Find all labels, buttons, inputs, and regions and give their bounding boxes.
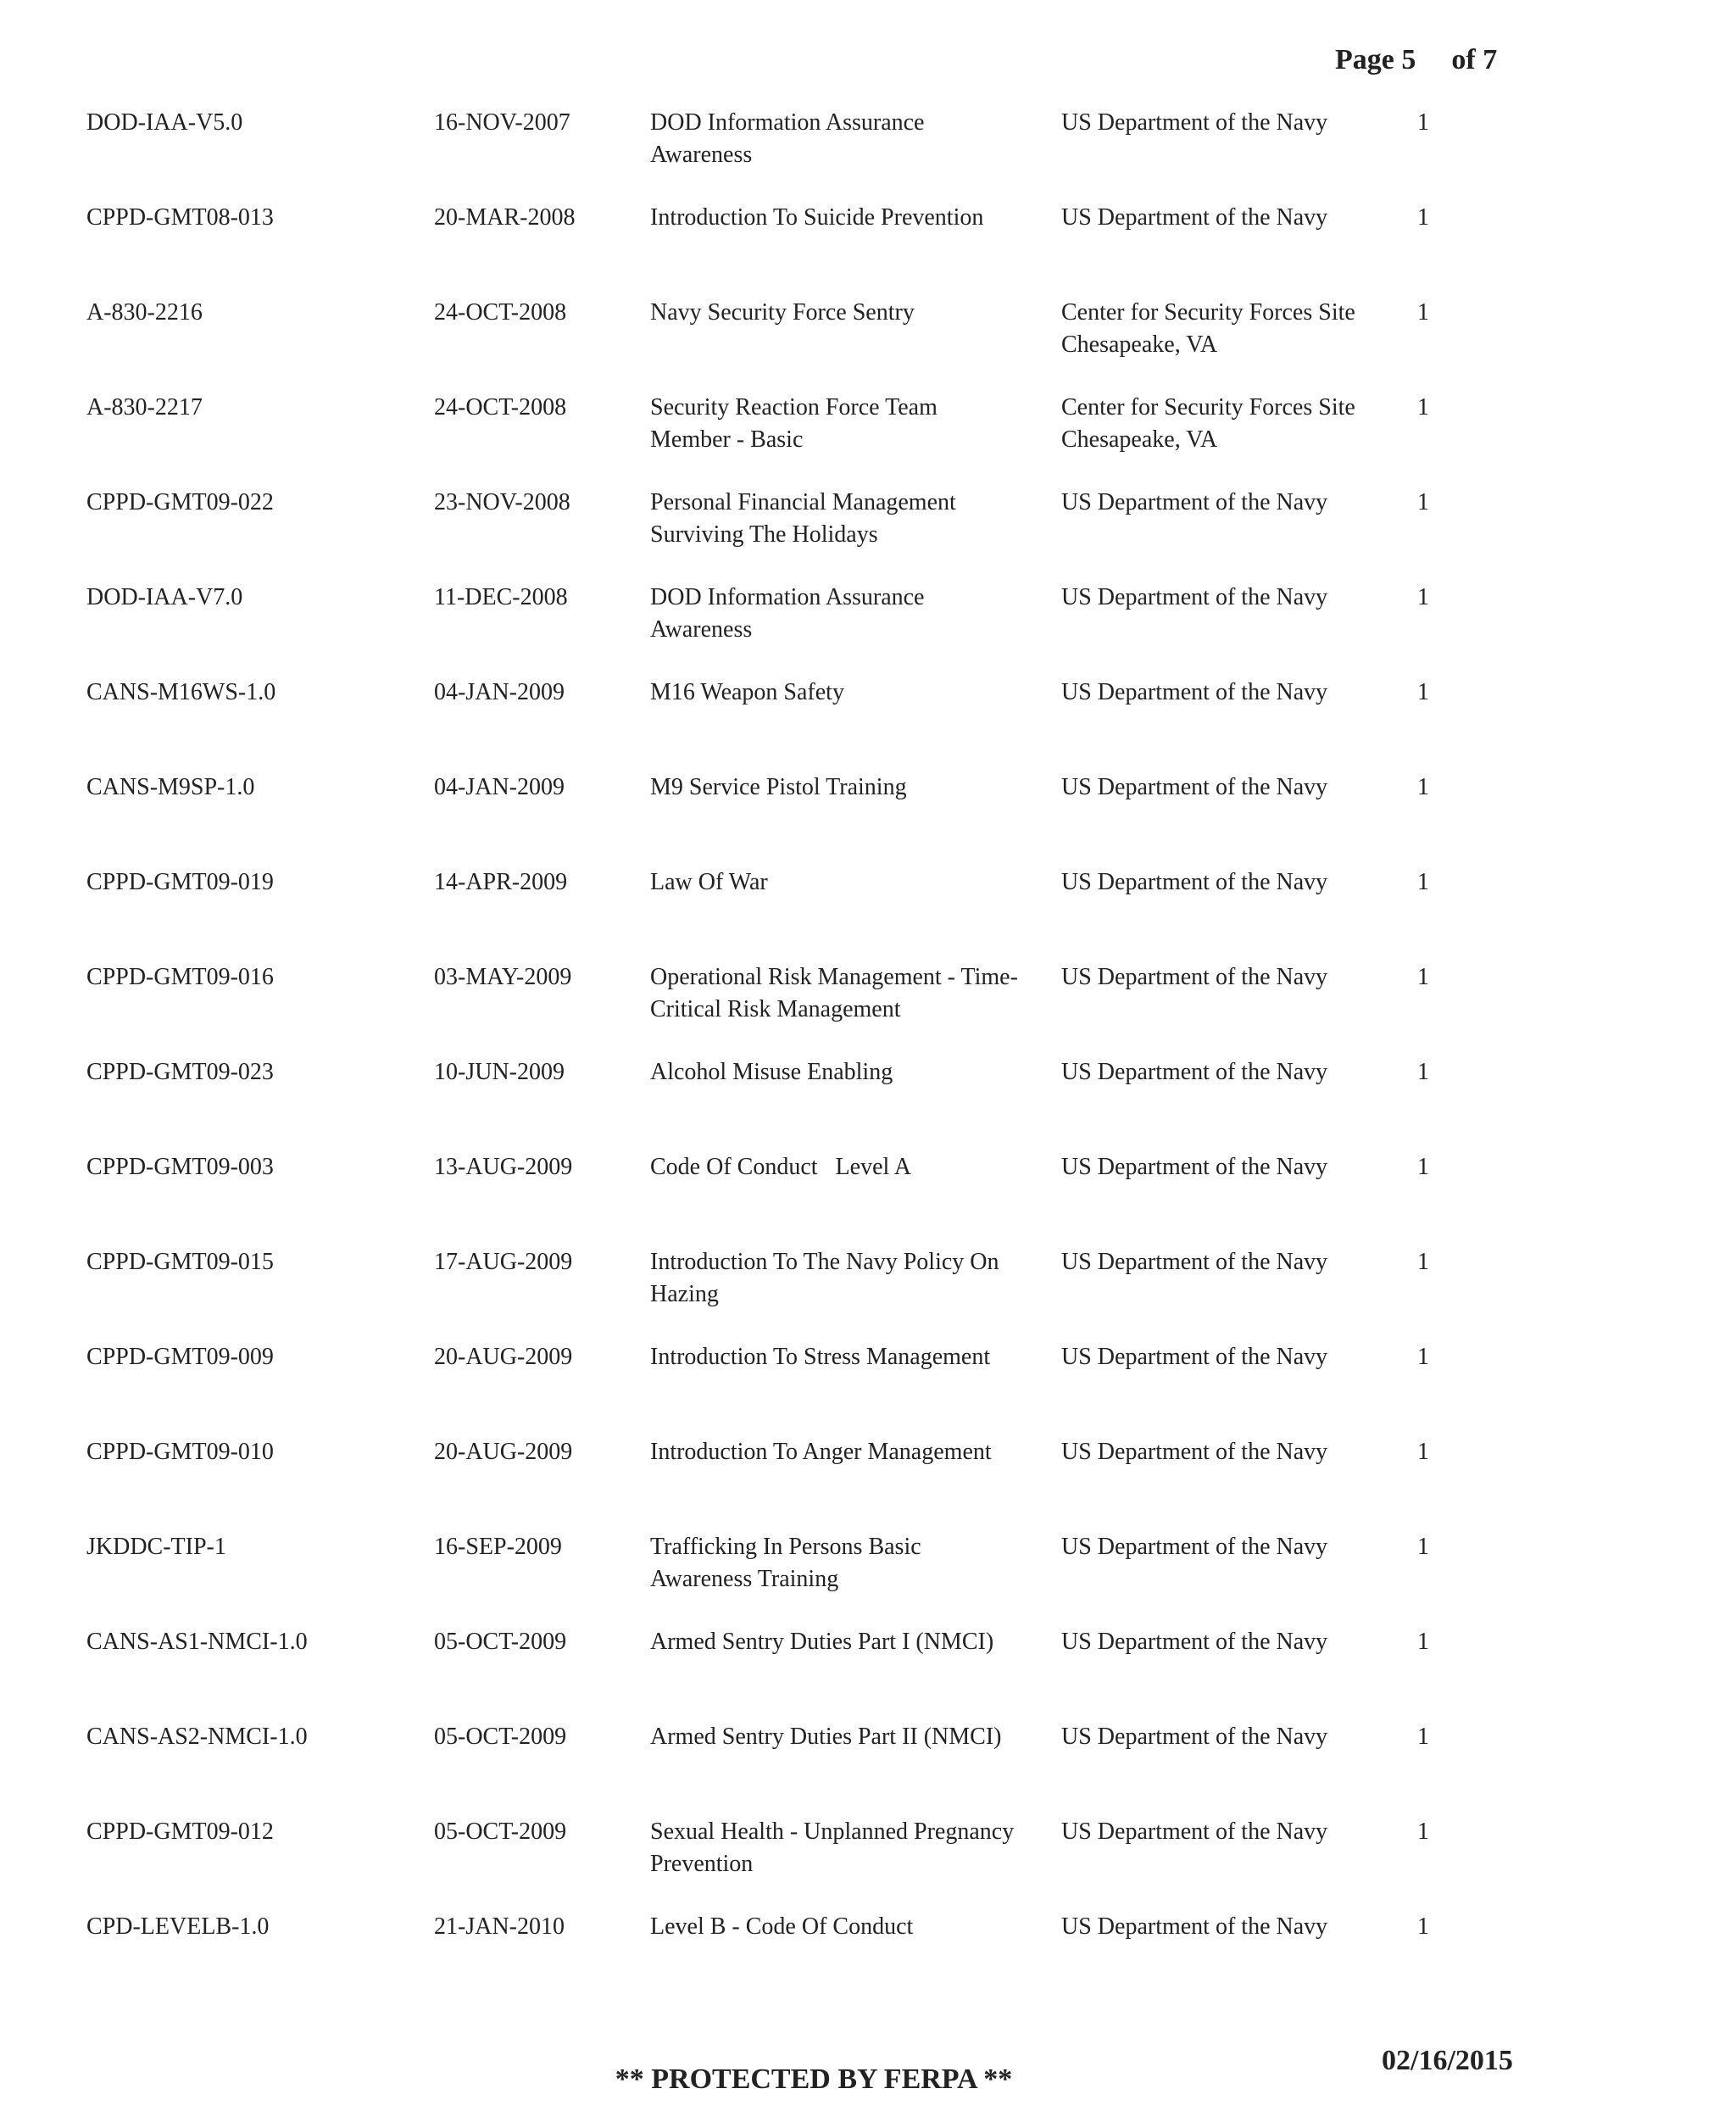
completion-date: 10-JUN-2009	[434, 1059, 565, 1085]
course-title: M9 Service Pistol Training	[650, 774, 907, 800]
course-code: CPPD-GMT09-003	[86, 1154, 274, 1180]
course-title: DOD Information Assurance Awareness	[650, 109, 929, 168]
training-record-row	[86, 1056, 1527, 1151]
course-credits: 1	[1417, 964, 1429, 990]
training-record-row	[86, 1341, 1527, 1436]
course-title: Code Of Conduct Level A	[650, 1154, 911, 1180]
course-source: US Department of the Navy	[1061, 1629, 1328, 1655]
training-record-row	[86, 107, 1527, 202]
page-total: 7	[1483, 44, 1498, 75]
course-source: US Department of the Navy	[1061, 584, 1328, 610]
training-record-row	[86, 487, 1527, 582]
course-source: US Department of the Navy	[1061, 1818, 1328, 1845]
course-credits: 1	[1417, 869, 1429, 895]
course-source: US Department of the Navy	[1061, 109, 1328, 136]
course-source: US Department of the Navy	[1061, 1249, 1328, 1275]
course-code: DOD-IAA-V5.0	[86, 109, 243, 136]
course-code: CANS-AS1-NMCI-1.0	[86, 1629, 308, 1655]
course-source: US Department of the Navy	[1061, 1154, 1328, 1180]
course-credits: 1	[1417, 584, 1429, 610]
course-code: CPPD-GMT09-023	[86, 1059, 274, 1085]
course-code: CPPD-GMT09-016	[86, 964, 274, 990]
course-code: CPPD-GMT09-009	[86, 1344, 274, 1370]
course-source: US Department of the Navy	[1061, 679, 1328, 705]
course-code: CPPD-GMT09-019	[86, 869, 274, 895]
course-credits: 1	[1417, 1154, 1429, 1180]
training-record-row	[86, 297, 1527, 392]
course-code: CPPD-GMT09-015	[86, 1249, 274, 1275]
completion-date: 05-OCT-2009	[434, 1724, 567, 1750]
course-credits: 1	[1417, 679, 1429, 705]
training-record-row	[86, 961, 1527, 1056]
page-current: 5	[1401, 44, 1416, 75]
course-credits: 1	[1417, 1439, 1429, 1465]
course-title: Sexual Health - Unplanned Pregnancy Prevention	[650, 1818, 1021, 1877]
course-credits: 1	[1417, 1249, 1429, 1275]
page-number	[1335, 44, 1497, 76]
course-code: JKDDC-TIP-1	[86, 1534, 226, 1560]
completion-date: 13-AUG-2009	[434, 1154, 573, 1180]
course-credits: 1	[1417, 299, 1429, 326]
course-title: Introduction To Stress Management	[650, 1344, 991, 1370]
completion-date: 16-SEP-2009	[434, 1534, 562, 1560]
course-title: Personal Financial Management Surviving The Holidays	[650, 489, 962, 548]
completion-date: 04-JAN-2009	[434, 774, 565, 800]
course-source: US Department of the Navy	[1061, 204, 1328, 231]
course-source: US Department of the Navy	[1061, 1059, 1328, 1085]
course-credits: 1	[1417, 1818, 1429, 1845]
course-code: DOD-IAA-V7.0	[86, 584, 243, 610]
course-title: Level B - Code Of Conduct	[650, 1913, 914, 1940]
course-title: Introduction To Suicide Prevention	[650, 204, 984, 231]
course-code: CANS-M9SP-1.0	[86, 774, 255, 800]
course-code: CANS-M16WS-1.0	[86, 679, 276, 705]
completion-date: 23-NOV-2008	[434, 489, 570, 515]
course-title: M16 Weapon Safety	[650, 679, 844, 705]
course-credits: 1	[1417, 1913, 1429, 1940]
course-source: Center for Security Forces Site Chesapeake, VA	[1061, 394, 1355, 453]
course-code: A-830-2216	[86, 299, 203, 326]
course-code: CPPD-GMT09-022	[86, 489, 274, 515]
course-credits: 1	[1417, 204, 1429, 231]
training-record-row	[86, 202, 1527, 297]
course-title: Security Reaction Force Team Member - Basic	[650, 394, 943, 453]
course-code: CPD-LEVELB-1.0	[86, 1913, 270, 1940]
course-credits: 1	[1417, 1344, 1429, 1370]
completion-date: 16-NOV-2007	[434, 109, 570, 136]
course-title: Alcohol Misuse Enabling	[650, 1059, 893, 1085]
course-title: Law Of War	[650, 869, 768, 895]
training-record-row	[86, 1816, 1527, 1911]
course-credits: 1	[1417, 1629, 1429, 1655]
ferpa-notice: ** PROTECTED BY FERPA **	[615, 2064, 1013, 2095]
completion-date: 03-MAY-2009	[434, 964, 572, 990]
completion-date: 17-AUG-2009	[434, 1249, 573, 1275]
course-code: CANS-AS2-NMCI-1.0	[86, 1724, 308, 1750]
course-credits: 1	[1417, 1724, 1429, 1750]
course-source: US Department of the Navy	[1061, 869, 1328, 895]
training-record-row	[86, 392, 1527, 487]
page-label: Page	[1335, 44, 1394, 75]
course-source: Center for Security Forces Site Chesapeake, VA	[1061, 299, 1355, 358]
course-credits: 1	[1417, 774, 1429, 800]
completion-date: 20-AUG-2009	[434, 1439, 573, 1465]
training-record-row	[86, 1911, 1527, 2006]
course-code: CPPD-GMT08-013	[86, 204, 274, 231]
training-record-row	[86, 1531, 1527, 1626]
course-title: Armed Sentry Duties Part I (NMCI)	[650, 1629, 994, 1655]
course-credits: 1	[1417, 1534, 1429, 1560]
course-source: US Department of the Navy	[1061, 1724, 1328, 1750]
training-record-row	[86, 677, 1527, 771]
course-credits: 1	[1417, 489, 1429, 515]
course-code: CPPD-GMT09-010	[86, 1439, 274, 1465]
course-credits: 1	[1417, 109, 1429, 136]
course-title: Introduction To Anger Management	[650, 1439, 992, 1465]
course-source: US Department of the Navy	[1061, 964, 1328, 990]
training-record-row	[86, 866, 1527, 961]
training-record-row	[86, 1721, 1527, 1816]
course-source: US Department of the Navy	[1061, 774, 1328, 800]
course-title: Trafficking In Persons Basic Awareness Training	[650, 1534, 926, 1592]
course-source: US Department of the Navy	[1061, 1344, 1328, 1370]
training-record-row	[86, 1436, 1527, 1531]
course-title: Introduction To The Navy Policy On Hazing	[650, 1249, 1005, 1307]
course-source: US Department of the Navy	[1061, 1913, 1328, 1940]
course-title: DOD Information Assurance Awareness	[650, 584, 929, 643]
course-source: US Department of the Navy	[1061, 489, 1328, 515]
completion-date: 24-OCT-2008	[434, 394, 567, 421]
training-record-row	[86, 1626, 1527, 1721]
training-record-row	[86, 582, 1527, 677]
course-credits: 1	[1417, 394, 1429, 421]
print-date: 02/16/2015	[1382, 2045, 1513, 2076]
course-source: US Department of the Navy	[1061, 1534, 1328, 1560]
training-record-row	[86, 1246, 1527, 1341]
completion-date: 20-MAR-2008	[434, 204, 576, 231]
course-code: CPPD-GMT09-012	[86, 1818, 274, 1845]
completion-date: 14-APR-2009	[434, 869, 568, 895]
course-code: A-830-2217	[86, 394, 203, 421]
course-title: Armed Sentry Duties Part II (NMCI)	[650, 1724, 1002, 1750]
training-record-row	[86, 771, 1527, 866]
completion-date: 24-OCT-2008	[434, 299, 567, 326]
completion-date: 04-JAN-2009	[434, 679, 565, 705]
course-source: US Department of the Navy	[1061, 1439, 1328, 1465]
completion-date: 05-OCT-2009	[434, 1818, 567, 1845]
course-credits: 1	[1417, 1059, 1429, 1085]
training-record-row	[86, 1151, 1527, 1246]
page-of-label: of	[1451, 44, 1476, 75]
completion-date: 20-AUG-2009	[434, 1344, 573, 1370]
course-title: Operational Risk Management - Time-Critical Risk Management	[650, 964, 1018, 1022]
completion-date: 21-JAN-2010	[434, 1913, 565, 1940]
training-records-list	[86, 107, 1527, 2006]
completion-date: 05-OCT-2009	[434, 1629, 567, 1655]
completion-date: 11-DEC-2008	[434, 584, 568, 610]
course-title: Navy Security Force Sentry	[650, 299, 915, 326]
